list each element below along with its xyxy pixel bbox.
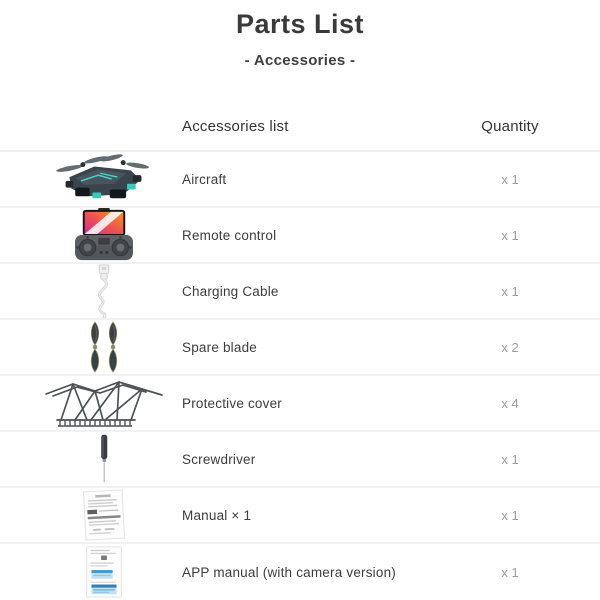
drone-icon [25,152,182,206]
header-accessories-list: Accessories list [182,117,289,135]
table-row-spare-blade [0,320,600,376]
item-quantity: x 1 [501,227,519,243]
item-label: Charging Cable [182,283,279,299]
item-label: Spare blade [182,339,258,355]
item-quantity: x 1 [501,507,519,523]
table-header [0,102,600,152]
item-quantity: x 2 [501,339,519,355]
table-row-manual [0,488,600,544]
item-label: Remote control [182,227,277,243]
charging-cable-icon [25,264,182,318]
item-label: Protective cover [182,395,282,411]
table-row-protective-cover [0,376,600,432]
table-row-charging-cable [0,264,600,320]
app-manual-icon [25,544,182,600]
table-row-screwdriver [0,432,600,488]
header-quantity: Quantity [481,117,539,135]
screwdriver-icon [25,432,182,486]
item-quantity: x 4 [501,395,519,411]
item-label: Aircraft [182,171,227,187]
manual-icon [25,488,182,542]
spare-blade-icon [25,320,182,374]
table-row-app-manual [0,544,600,600]
item-label: APP manual (with camera version) [182,564,396,580]
item-quantity: x 1 [501,171,519,187]
protective-cover-icon [25,376,182,430]
item-label: Screwdriver [182,451,256,467]
page-title: Parts List [235,9,365,39]
page-subtitle: - Accessories - [244,52,356,69]
remote-control-icon [25,208,182,262]
table-row-aircraft [0,152,600,208]
item-quantity: x 1 [501,451,519,467]
item-label: Manual × 1 [182,507,252,523]
item-quantity: x 1 [501,564,519,580]
item-quantity: x 1 [501,283,519,299]
table-row-remote-control [0,208,600,264]
